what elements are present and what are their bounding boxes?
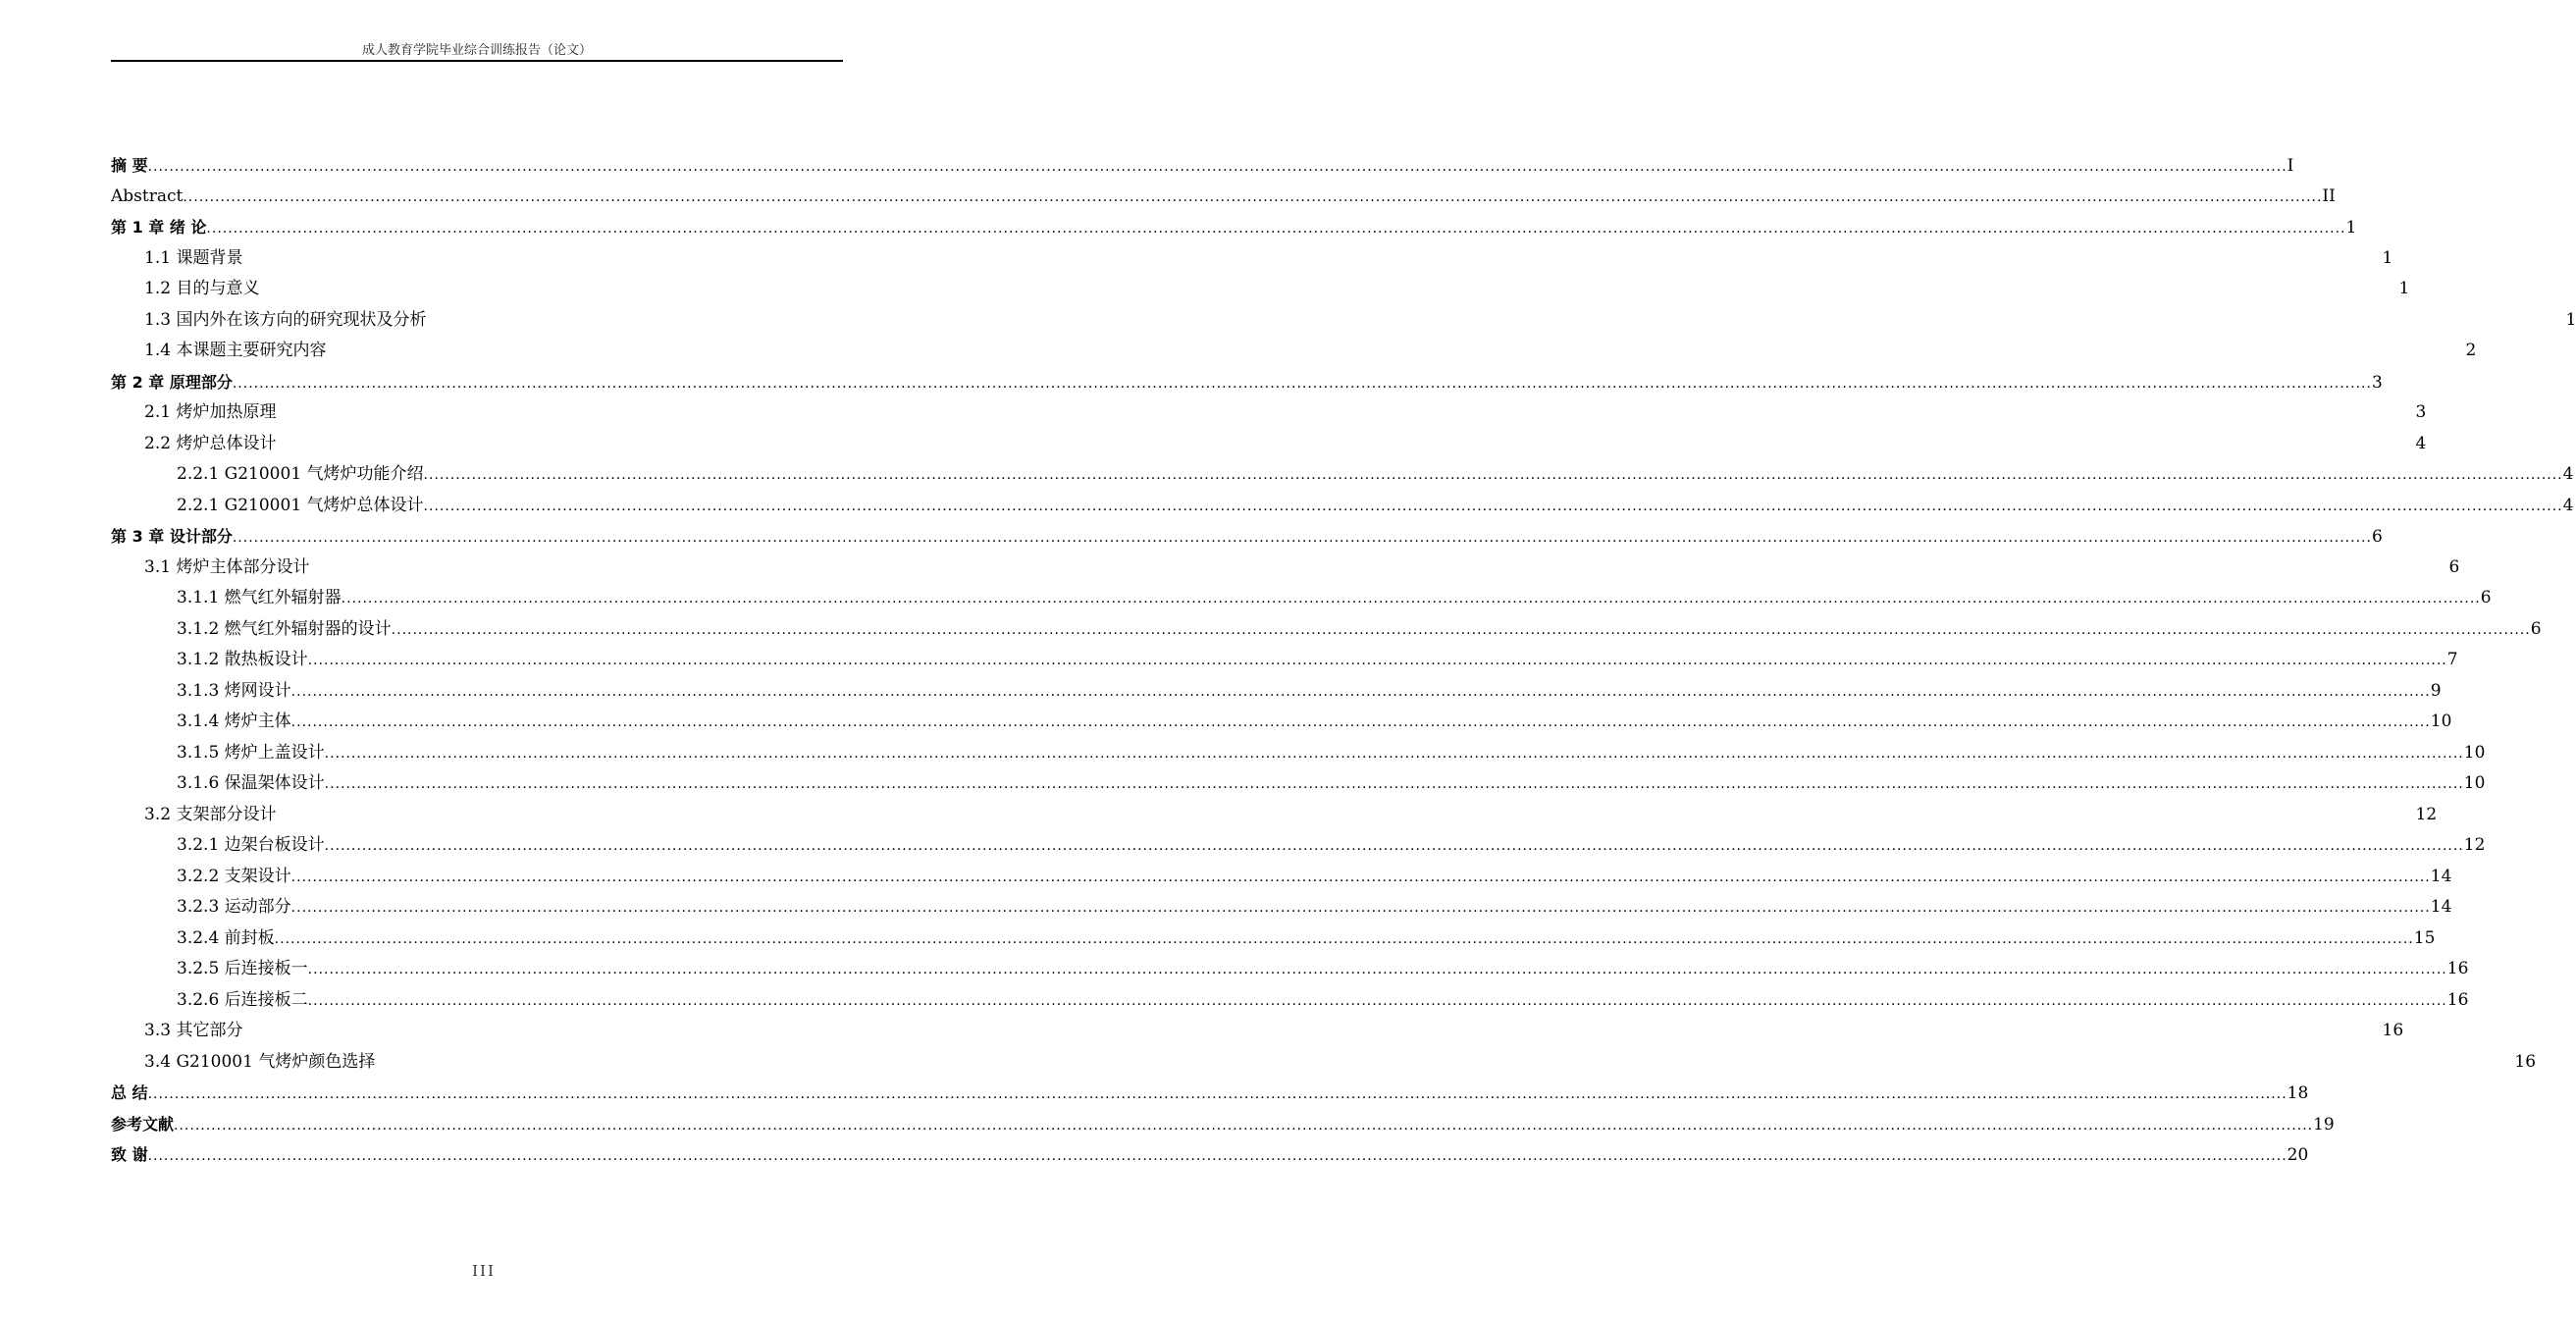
toc-dot-leader: ................................................................................................................................................................................................................................................................................................................................................................................................................ <box>147 1086 2287 1102</box>
toc-entry-page: 7 <box>2446 650 2458 669</box>
toc-entry[interactable] <box>111 1016 2404 1047</box>
toc-entry-label: 1.1 课题背景 <box>144 247 243 268</box>
toc-entry[interactable] <box>111 954 2469 985</box>
toc-entry-page: 16 <box>2446 959 2469 978</box>
toc-dot-leader: ................................................................................................................................................................................................................................................................................................................................................................................................................ <box>147 1148 2287 1164</box>
toc-entry-page: 10 <box>2430 712 2452 731</box>
toc-entry[interactable] <box>111 923 2436 955</box>
toc-entry-page: 6 <box>2448 556 2460 577</box>
toc-entry-page: 20 <box>2287 1145 2309 1165</box>
toc-entry-label: 3.2.6 后连接板二 <box>177 989 308 1010</box>
toc-entry-page: 15 <box>2413 927 2436 948</box>
toc-entry-page: 6 <box>2371 527 2383 547</box>
toc-entry[interactable] <box>111 583 2492 614</box>
toc-entry-page: 12 <box>2463 835 2486 855</box>
toc-entry-label: 2.2 烤炉总体设计 <box>144 433 277 453</box>
toc-entry-label: 第 3 章 设计部分 <box>111 527 233 546</box>
toc-entry-label: 3.2.1 边架台板设计 <box>177 835 325 855</box>
toc-entry-page: 16 <box>2514 1051 2537 1072</box>
toc-entry-page: 14 <box>2430 866 2452 886</box>
toc-entry-label: 3.1.4 烤炉主体 <box>177 712 291 731</box>
toc-entry-page: 10 <box>2463 742 2486 763</box>
toc-entry[interactable] <box>111 553 2460 584</box>
toc-entry-label: 3.1.5 烤炉上盖设计 <box>177 742 325 763</box>
toc-entry[interactable] <box>111 1109 2335 1140</box>
toc-entry-label: 3.2 支架部分设计 <box>144 804 277 824</box>
toc-entry[interactable] <box>111 738 2486 769</box>
toc-entry-label: 3.1.1 燃气红外辐射器 <box>177 588 342 607</box>
toc-entry[interactable] <box>111 676 2442 708</box>
toc-entry-page: 16 <box>2446 989 2469 1010</box>
toc-dot-leader: ................................................................................................................................................................................................................................................................................................................................................................................................................ <box>290 714 2431 730</box>
toc-dot-leader: ................................................................................................................................................................................................................................................................................................................................................................................................................ <box>174 1117 2314 1134</box>
toc-dot-leader: ................................................................................................................................................................................................................................................................................................................................................................................................................ <box>232 375 2372 392</box>
toc-entry-page: 6 <box>2480 588 2492 607</box>
toc-entry-page: 18 <box>2287 1083 2309 1103</box>
toc-dot-leader: ................................................................................................................................................................................................................................................................................................................................................................................................................ <box>307 653 2447 668</box>
toc-entry[interactable] <box>111 645 2458 676</box>
toc-entry[interactable] <box>111 830 2486 862</box>
toc-dot-leader: ................................................................................................................................................................................................................................................................................................................................................................................................................ <box>341 591 2481 607</box>
toc-entry[interactable] <box>111 491 2574 522</box>
toc-entry[interactable] <box>111 1047 2537 1079</box>
toc-dot-leader: ................................................................................................................................................................................................................................................................................................................................................................................................................ <box>324 745 2464 762</box>
toc-dot-leader: ................................................................................................................................................................................................................................................................................................................................................................................................................ <box>274 930 2414 947</box>
toc-entry[interactable] <box>111 459 2574 491</box>
toc-entry-label: 1.2 目的与意义 <box>144 279 260 298</box>
running-header-title: 成人教育学院毕业综合训练报告（论文） <box>361 43 592 58</box>
toc-entry-label: 3.2.3 运动部分 <box>177 897 291 917</box>
toc-entry-label: 3.1 烤炉主体部分设计 <box>144 556 310 577</box>
toc-entry-label: 3.3 其它部分 <box>144 1021 243 1040</box>
toc-entry-label: 3.1.6 保温架体设计 <box>177 773 325 793</box>
toc-entry[interactable] <box>111 985 2469 1017</box>
toc-entry-label: 致 谢 <box>111 1145 148 1164</box>
toc-entry-label: 2.2.1 G210001 气烤炉总体设计 <box>177 495 424 515</box>
toc-entry[interactable] <box>111 1078 2309 1109</box>
toc-entry-label: Abstract <box>111 185 184 206</box>
toc-entry[interactable] <box>111 367 2383 398</box>
toc-entry-page: 19 <box>2313 1114 2335 1134</box>
toc-entry-page: 4 <box>2415 433 2427 453</box>
toc-entry-page: 1 <box>2345 218 2357 237</box>
toc-entry-label: 3.1.2 散热板设计 <box>177 650 308 669</box>
toc-entry-page: 2 <box>2465 341 2477 360</box>
toc-entry-page: 16 <box>2382 1021 2404 1040</box>
toc-entry-label: 3.1.2 燃气红外辐射器的设计 <box>177 618 392 639</box>
toc-entry-page: 1 <box>2565 309 2576 330</box>
toc-entry-label: 3.1.3 烤网设计 <box>177 680 291 701</box>
toc-entry-page: 1 <box>2382 247 2393 268</box>
toc-entry[interactable] <box>111 614 2542 646</box>
toc-entry[interactable] <box>111 243 2393 275</box>
toc-entry[interactable] <box>111 768 2486 800</box>
toc-entry-page: 4 <box>2562 495 2574 515</box>
toc-entry-page: 3 <box>2415 402 2427 422</box>
toc-entry-label: 第 1 章 绪 论 <box>111 218 207 237</box>
toc-entry[interactable] <box>111 862 2452 893</box>
toc-entry[interactable] <box>111 521 2383 553</box>
toc-entry-label: 1.3 国内外在该方向的研究现状及分析 <box>144 309 427 330</box>
toc-entry-page: II <box>2322 185 2336 206</box>
toc-entry[interactable] <box>111 707 2452 738</box>
toc-entry-label: 3.4 G210001 气烤炉颜色选择 <box>144 1051 376 1072</box>
table-of-contents <box>111 150 2576 1171</box>
toc-dot-leader: ................................................................................................................................................................................................................................................................................................................................................................................................................ <box>232 530 2372 546</box>
toc-dot-leader: ................................................................................................................................................................................................................................................................................................................................................................................................................ <box>423 467 2563 483</box>
toc-entry[interactable] <box>111 800 2438 831</box>
toc-dot-leader: ................................................................................................................................................................................................................................................................................................................................................................................................................ <box>307 962 2447 977</box>
toc-entry-page: 3 <box>2371 372 2383 393</box>
toc-entry-label: 第 2 章 原理部分 <box>111 372 233 392</box>
toc-entry[interactable] <box>111 274 2410 305</box>
toc-entry-page: 14 <box>2430 897 2452 917</box>
toc-entry-label: 3.2.5 后连接板一 <box>177 959 308 978</box>
toc-entry-label: 3.2.4 前封板 <box>177 927 275 948</box>
toc-entry[interactable] <box>111 305 2576 337</box>
toc-dot-leader: ................................................................................................................................................................................................................................................................................................................................................................................................................ <box>324 838 2464 854</box>
toc-dot-leader: ................................................................................................................................................................................................................................................................................................................................................................................................................ <box>290 869 2431 885</box>
toc-entry[interactable] <box>111 150 2294 182</box>
toc-dot-leader: ................................................................................................................................................................................................................................................................................................................................................................................................................ <box>423 498 2563 514</box>
toc-entry[interactable] <box>111 429 2427 460</box>
toc-entry-label: 总 结 <box>111 1083 148 1102</box>
toc-entry[interactable] <box>111 397 2427 429</box>
toc-entry-label: 1.4 本课题主要研究内容 <box>144 341 327 360</box>
toc-dot-leader: ................................................................................................................................................................................................................................................................................................................................................................................................................ <box>147 159 2287 175</box>
toc-dot-leader: ................................................................................................................................................................................................................................................................................................................................................................................................................ <box>206 221 2346 237</box>
toc-entry-page: 1 <box>2398 279 2410 298</box>
toc-entry-page: I <box>2287 156 2294 176</box>
toc-dot-leader: ................................................................................................................................................................................................................................................................................................................................................................................................................ <box>391 621 2531 638</box>
toc-dot-leader: ................................................................................................................................................................................................................................................................................................................................................................................................................ <box>324 776 2464 792</box>
toc-entry[interactable] <box>111 212 2357 243</box>
running-header <box>111 43 843 62</box>
page-number: III <box>472 1262 496 1280</box>
toc-entry[interactable] <box>111 892 2452 923</box>
toc-entry-page: 4 <box>2562 464 2574 484</box>
toc-entry[interactable] <box>111 336 2477 367</box>
toc-entry-page: 6 <box>2530 618 2542 639</box>
toc-entry-label: 摘 要 <box>111 156 148 175</box>
toc-entry-page: 10 <box>2463 773 2486 793</box>
toc-entry-label: 2.2.1 G210001 气烤炉功能介绍 <box>177 464 424 484</box>
toc-entry-label: 参考文献 <box>111 1114 175 1134</box>
toc-entry-page: 12 <box>2415 804 2438 824</box>
toc-dot-leader: ................................................................................................................................................................................................................................................................................................................................................................................................................ <box>183 188 2323 205</box>
toc-dot-leader: ................................................................................................................................................................................................................................................................................................................................................................................................................ <box>290 900 2431 916</box>
toc-entry-page: 9 <box>2430 680 2442 701</box>
toc-dot-leader: ................................................................................................................................................................................................................................................................................................................................................................................................................ <box>290 683 2431 700</box>
toc-entry[interactable] <box>111 1139 2309 1171</box>
toc-entry-label: 2.1 烤炉加热原理 <box>144 402 277 422</box>
toc-entry[interactable] <box>111 182 2336 213</box>
toc-dot-leader: ................................................................................................................................................................................................................................................................................................................................................................................................................ <box>307 992 2447 1009</box>
toc-entry-label: 3.2.2 支架设计 <box>177 866 291 886</box>
